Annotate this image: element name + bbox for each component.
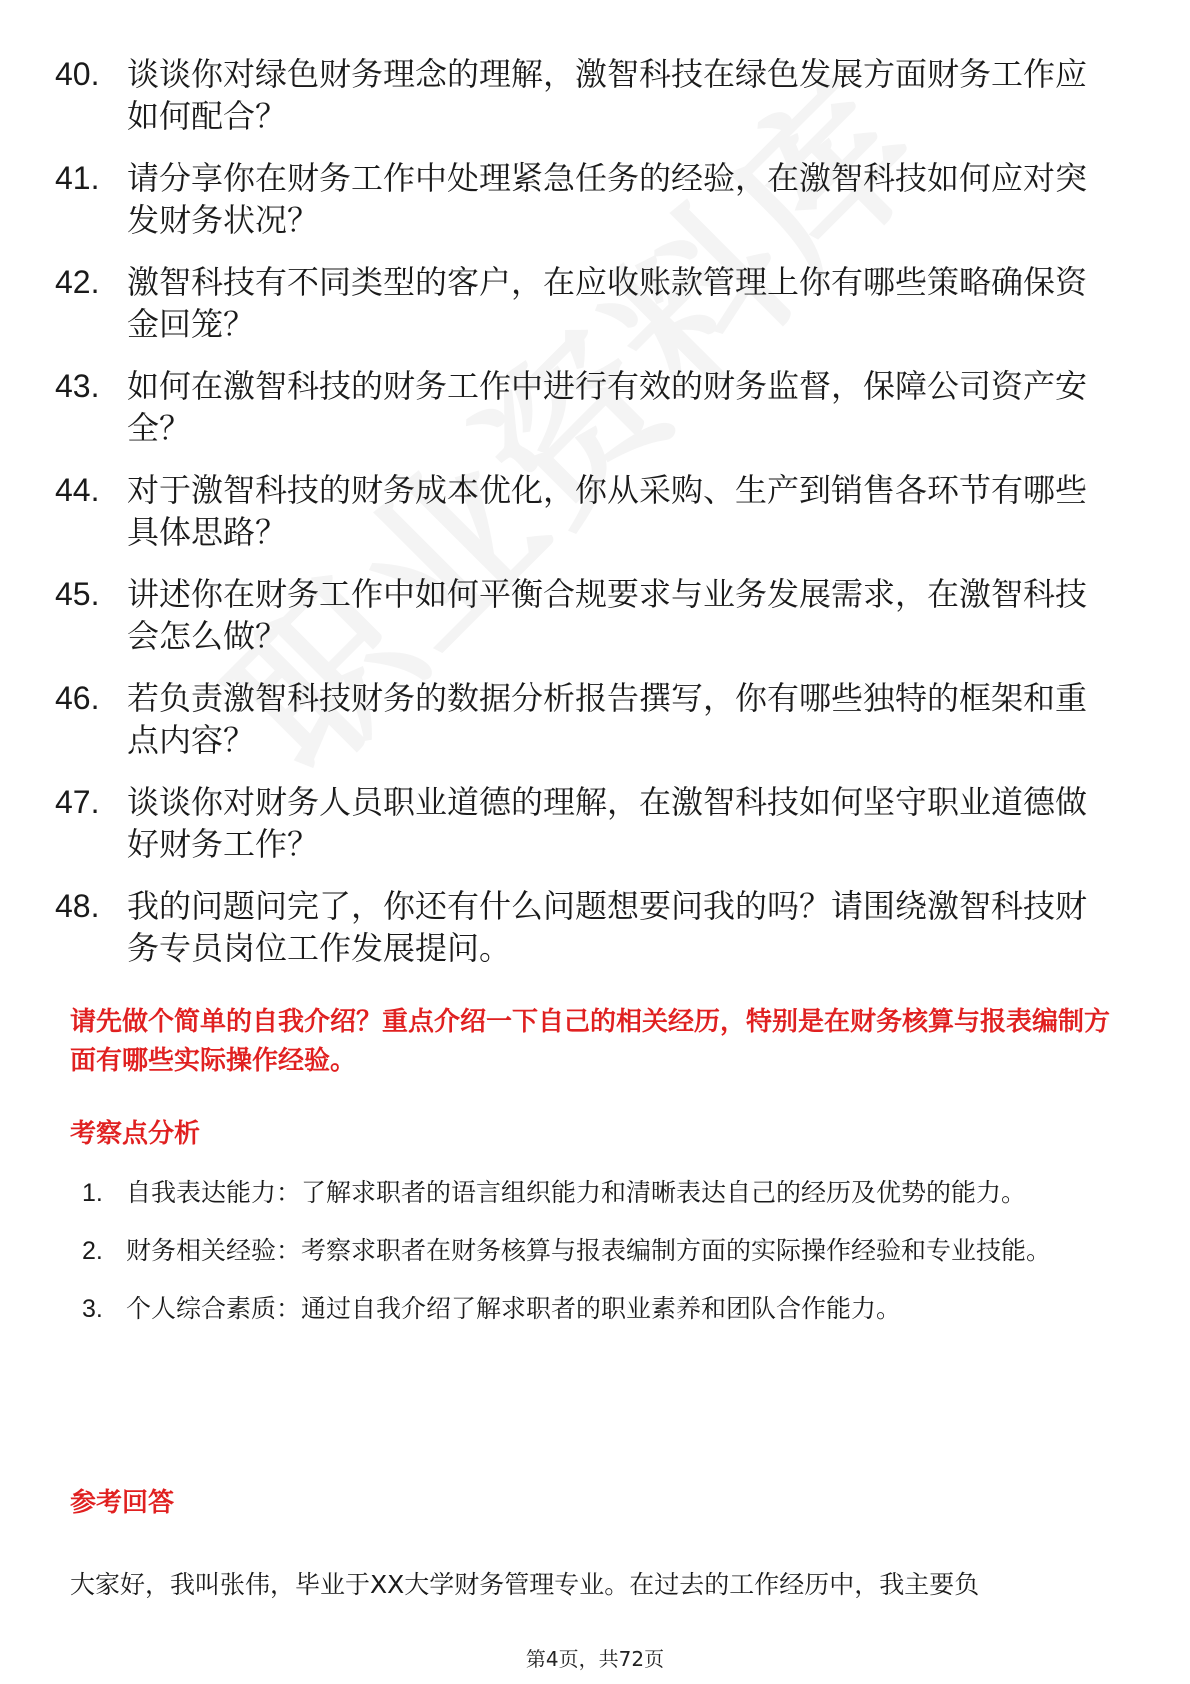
analysis-text: 个人综合素质：通过自我介绍了解求职者的职业素养和团队合作能力。	[126, 1294, 902, 1323]
question-number: 46.	[55, 680, 100, 716]
analysis-item	[82, 1281, 1122, 1337]
question-text: 讲述你在财务工作中如何平衡合规要求与业务发展需求，在激智科技会怎么做？	[127, 575, 1088, 655]
question-text: 谈谈你对财务人员职业道德的理解，在激智科技如何坚守职业道德做好财务工作？	[127, 783, 1088, 863]
question-number: 43.	[55, 368, 100, 404]
analysis-heading: 考察点分析	[70, 1119, 201, 1149]
question-item	[55, 573, 1115, 657]
question-text: 请分享你在财务工作中处理紧急任务的经验，在激智科技如何应对突发财务状况？	[127, 159, 1088, 239]
answer-text: 大家好，我叫张伟，毕业于XX大学财务管理专业。在过去的工作经历中，我主要负	[70, 1570, 980, 1599]
question-text: 激智科技有不同类型的客户，在应收账款管理上你有哪些策略确保资金回笼？	[127, 263, 1088, 343]
question-item	[55, 157, 1115, 241]
question-text: 我的问题问完了，你还有什么问题想要问我的吗？请围绕激智科技财务专员岗位工作发展提问。	[127, 887, 1088, 967]
analysis-text: 自我表达能力：了解求职者的语言组织能力和清晰表达自己的经历及优势的能力。	[126, 1178, 1027, 1207]
question-item	[55, 261, 1115, 345]
question-item	[55, 677, 1115, 761]
analysis-number: 2.	[82, 1237, 103, 1265]
question-text: 谈谈你对绿色财务理念的理解，激智科技在绿色发展方面财务工作应如何配合？	[127, 55, 1088, 135]
question-text: 如何在激智科技的财务工作中进行有效的财务监督，保障公司资产安全？	[127, 367, 1088, 447]
question-number: 47.	[55, 784, 100, 820]
question-number: 48.	[55, 888, 100, 924]
question-number: 41.	[55, 160, 100, 196]
analysis-number: 1.	[82, 1179, 103, 1207]
question-number: 42.	[55, 264, 100, 300]
question-number: 45.	[55, 576, 100, 612]
question-item	[55, 469, 1115, 553]
question-item	[55, 885, 1115, 969]
analysis-list	[82, 1165, 1122, 1339]
page-footer: 第4页，共72页	[525, 1647, 665, 1671]
featured-question: 请先做个简单的自我介绍？重点介绍一下自己的相关经历，特别是在财务核算与报表编制方面有哪些实际操作经验。	[70, 1007, 1111, 1076]
analysis-item	[82, 1165, 1122, 1221]
question-item	[55, 53, 1115, 137]
question-number: 40.	[55, 56, 100, 92]
question-item	[55, 365, 1115, 449]
question-text: 对于激智科技的财务成本优化，你从采购、生产到销售各环节有哪些具体思路？	[127, 471, 1088, 551]
question-number: 44.	[55, 472, 100, 508]
question-item	[55, 781, 1115, 865]
question-list	[55, 53, 1115, 989]
answer-heading: 参考回答	[70, 1488, 175, 1518]
analysis-text: 财务相关经验：考察求职者在财务核算与报表编制方面的实际操作经验和专业技能。	[126, 1236, 1052, 1265]
analysis-number: 3.	[82, 1295, 103, 1323]
question-text: 若负责激智科技财务的数据分析报告撰写，你有哪些独特的框架和重点内容？	[127, 679, 1088, 759]
analysis-item	[82, 1223, 1122, 1279]
